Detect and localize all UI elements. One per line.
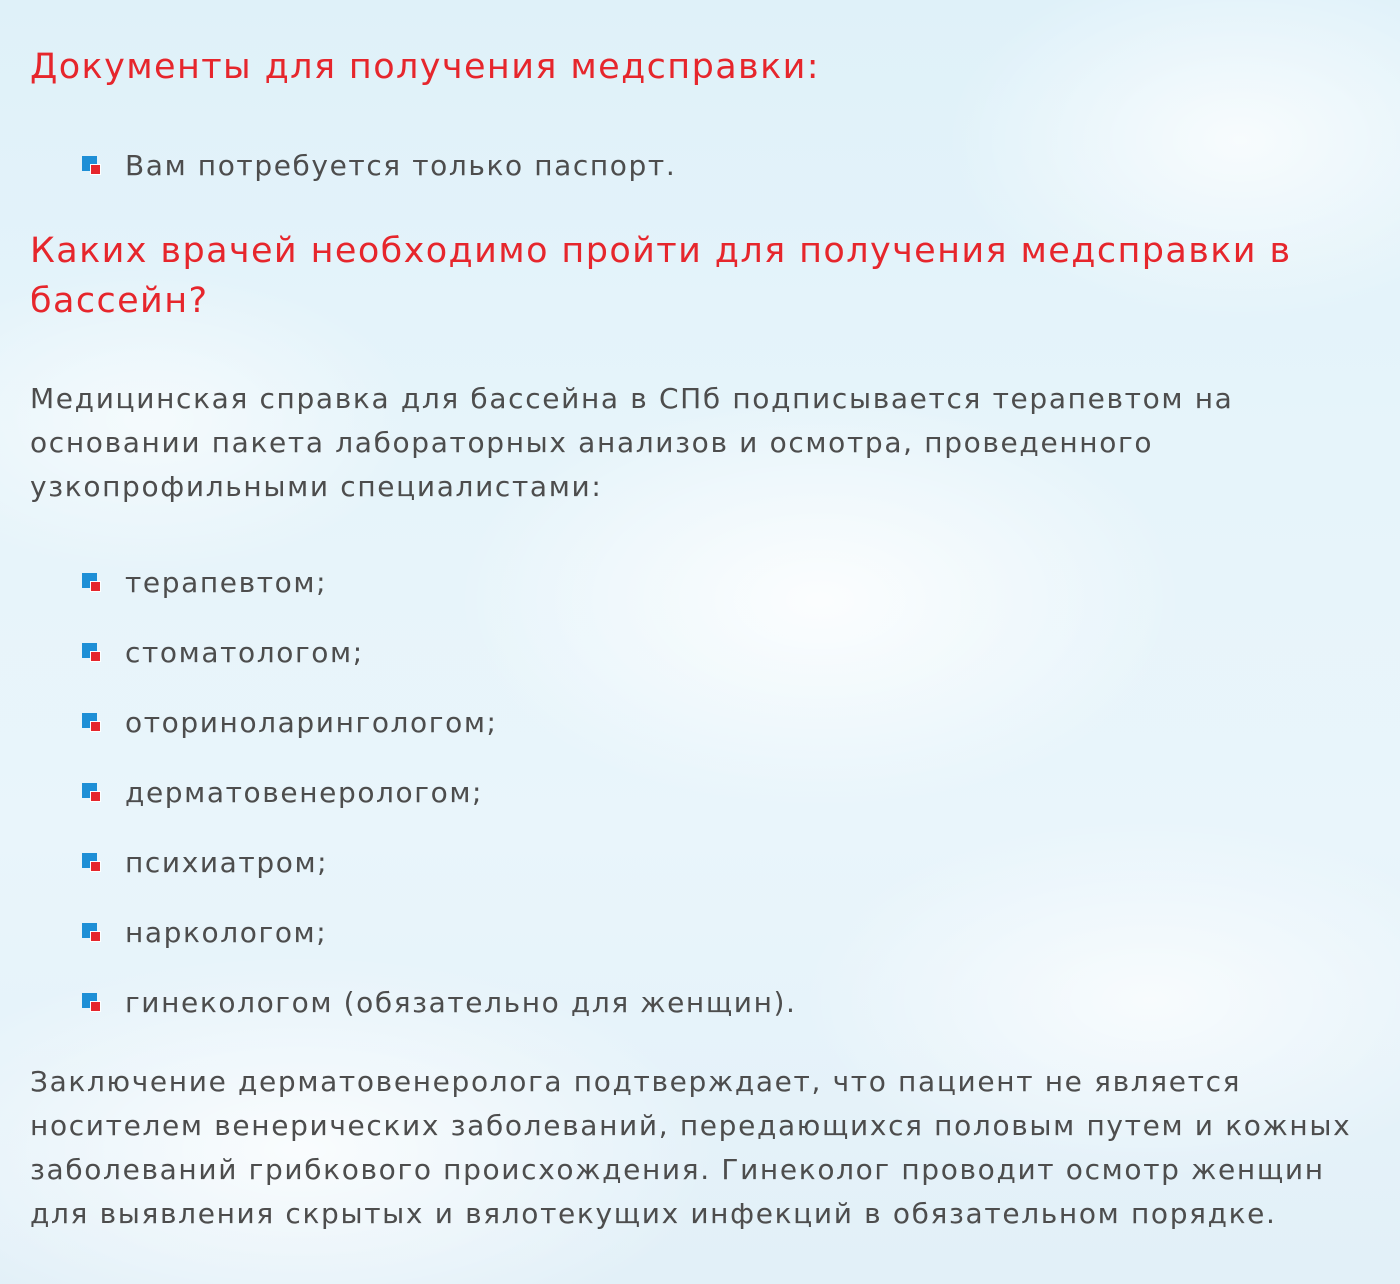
documents-heading: Документы для получения медсправки: <box>30 47 820 87</box>
list-item <box>82 775 797 845</box>
square-bullet-icon <box>82 713 102 733</box>
list-item-label: терапевтом; <box>125 566 328 599</box>
list-item <box>82 985 797 1055</box>
list-item <box>82 635 797 705</box>
square-bullet-icon <box>82 643 102 663</box>
conclusion-paragraph: Заключение дерматовенеролога подтверждает, что пациент не является носителем венерических заболеваний, передающихся половым путем и кожных заболеваний грибкового происхождения. Гинеколог проводит осмотр женщин для выявления скрытых и вялотекущих инфекций в обязательном порядке. <box>30 1065 1352 1230</box>
list-item-label: психиатром; <box>125 846 329 879</box>
list-item-label: наркологом; <box>125 916 328 949</box>
square-bullet-icon <box>82 783 102 803</box>
square-bullet-icon <box>82 923 102 943</box>
square-bullet-icon <box>82 573 102 593</box>
documents-list <box>82 148 676 218</box>
square-bullet-icon <box>82 853 102 873</box>
list-item <box>82 845 797 915</box>
doctors-list <box>82 565 797 1055</box>
list-item-label: дерматовенерологом; <box>125 776 484 809</box>
list-item-label: оториноларингологом; <box>125 706 498 739</box>
square-bullet-icon <box>82 993 102 1013</box>
list-item <box>82 148 676 218</box>
doctors-intro-paragraph: Медицинская справка для бассейна в СПб подписывается терапевтом на основании пакета лабораторных анализов и осмотра, проведенного узкопрофильными специалистами: <box>30 382 1234 503</box>
list-item <box>82 705 797 775</box>
list-item-label: гинекологом (обязательно для женщин). <box>125 986 797 1019</box>
list-item <box>82 565 797 635</box>
list-item-label: Вам потребуется только паспорт. <box>125 149 677 182</box>
doctors-heading: Каких врачей необходимо пройти для получения медсправки в бассейн? <box>30 231 1292 321</box>
list-item-label: стоматологом; <box>125 636 364 669</box>
square-bullet-icon <box>82 156 102 176</box>
list-item <box>82 915 797 985</box>
